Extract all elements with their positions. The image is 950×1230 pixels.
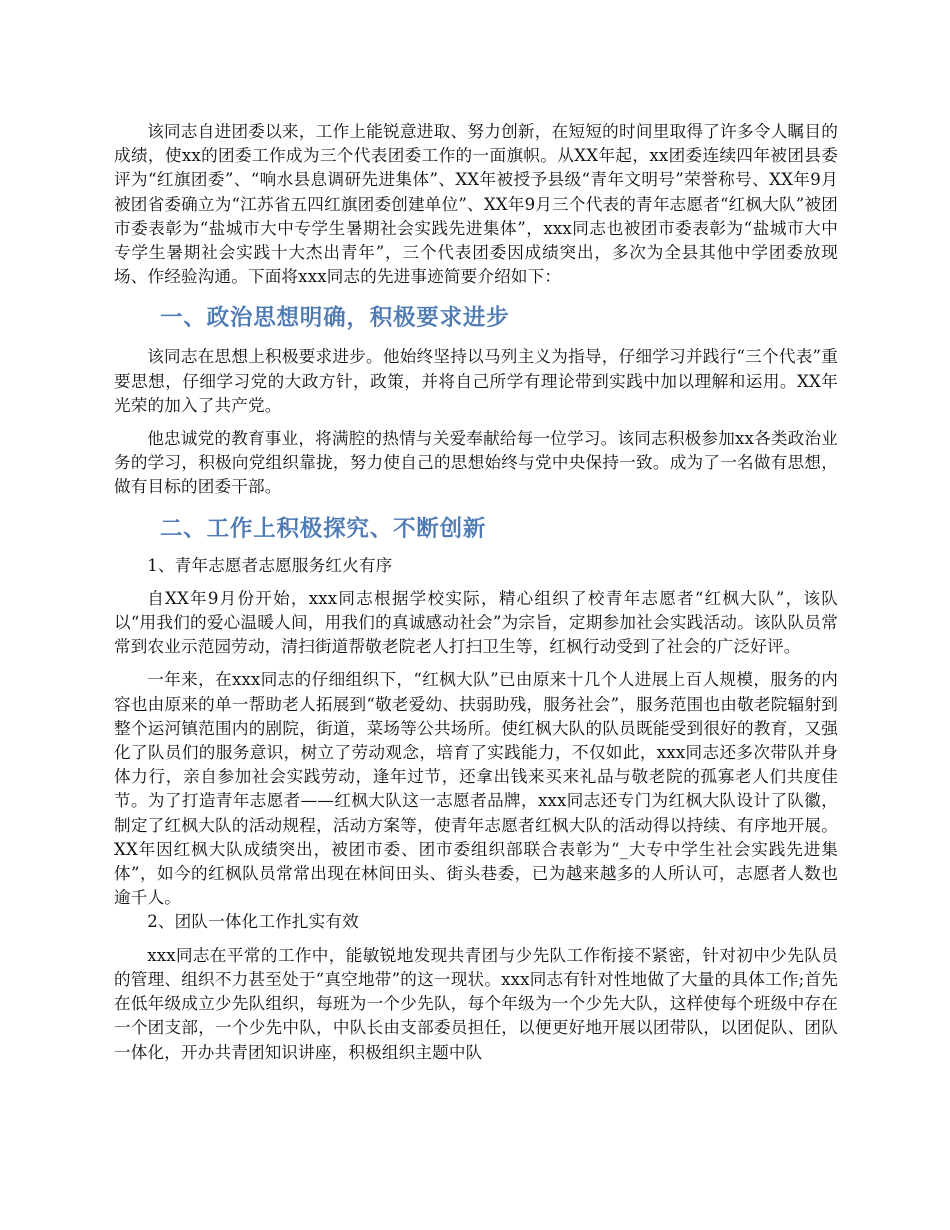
section-2-paragraph-3: xxx同志在平常的工作中，能敏锐地发现共青团与少先队工作衔接不紧密，针对初中少先队员的管理、组织不力甚至处于“真空地带”的这一现状。xxx同志有针对性地做了大量的具体工作;首先在低年级成立少先队组织，每班为一个少先队，每个年级为一个少先大队，这样使每个班级中存在一个团支部，一个少先中队，中队长由支部委员担任，以便更好地开展以团带队，以团促队、团队一体化，开办共青团知识讲座，积极组织主题中队 <box>114 945 838 1062</box>
subsection-2-title: 2、团队一体化工作扎实有效 <box>147 912 359 932</box>
section-1-paragraph-2: 他忠诚党的教育事业，将满腔的热情与关爱奉献给每一位学习。该同志积极参加xx各类政治业务的学习，积极向党组织靠拢，努力使自己的思想始终与党中央保持一致。成为了一名做有思想，做有目标的团委干部。 <box>114 429 838 497</box>
document-page <box>114 120 838 1065</box>
section-2-paragraph-2: 一年来，在xxx同志的仔细组织下，“红枫大队”已由原来十几个人进展上百人规模，服务的内容也由原来的单一帮助老人拓展到“敬老爱幼、扶弱助残，服务社会”，服务范围也由敬老院辐射到整个运河镇范围内的剧院，街道，菜场等公共场所。使红枫大队的队员既能受到很好的教育，又强化了队员们的服务意识，树立了劳动观念，培育了实践能力，不仅如此，xxx同志还多次带队并身体力行，亲自参加社会实践劳动，逢年过节，还拿出钱来买来礼品与敬老院的孤寡老人们共度佳节。为了打造青年志愿者——红枫大队这一志愿者品牌，xxx同志还专门为红枫大队设计了队徽，制定了红枫大队的活动规程，活动方案等，使青年志愿者红枫大队的活动得以持续、有序地开展。XX年因红枫大队成绩突出，被团市委、团市委组织部联合表彰为“_大专中学生社会实践先进集体”，如今的红枫队员常常出现在林间田头、街头巷委，已为越来越多的人所认可，志愿者人数也逾千人。 <box>114 670 838 908</box>
section-2-heading: 二、工作上积极探究、不断创新 <box>160 515 487 542</box>
section-1-paragraph-1: 该同志在思想上积极要求进步。他始终坚持以马列主义为指导，仔细学习并践行“三个代表”重要思想，仔细学习党的大政方针，政策，并将自己所学有理论带到实践中加以理解和运用。XX年光荣的加入了共产党。 <box>114 347 838 415</box>
subsection-1-title: 1、青年志愿者志愿服务红火有序 <box>147 555 393 575</box>
section-1-heading: 一、政治思想明确，积极要求进步 <box>160 305 510 332</box>
intro-paragraph: 该同志自进团委以来，工作上能锐意进取、努力创新，在短短的时间里取得了许多令人瞩目的成绩，使xx的团委工作成为三个代表团委工作的一面旗帜。从XX年起，xx团委连续四年被团县委评为“红旗团委”、“响水县息调研先进集体”、XX年被授予县级“青年文明号”荣誉称号、XX年9月被团省委确立为“江苏省五四红旗团委创建单位”、XX年9月三个代表的青年志愿者“红枫大队”被团市委表彰为“盐城市大中专学生暑期社会实践先进集体”，xxx同志也被团市委表彰为“盐城市大中专学生暑期社会实践十大杰出青年”，三个代表团委因成绩突出，多次为全县其他中学团委放现场、作经验沟通。下面将xxx同志的先进事迹简要介绍如下： <box>114 122 838 287</box>
section-2-paragraph-1: 自XX年9月份开始，xxx同志根据学校实际，精心组织了校青年志愿者“红枫大队”，该队以“用我们的爱心温暖人间，用我们的真诚感动社会”为宗旨，定期参加社会实践活动。该队队员常常到农业示范园劳动，清扫街道帮敬老院老人打扫卫生等，红枫行动受到了社会的广泛好评。 <box>114 588 838 657</box>
